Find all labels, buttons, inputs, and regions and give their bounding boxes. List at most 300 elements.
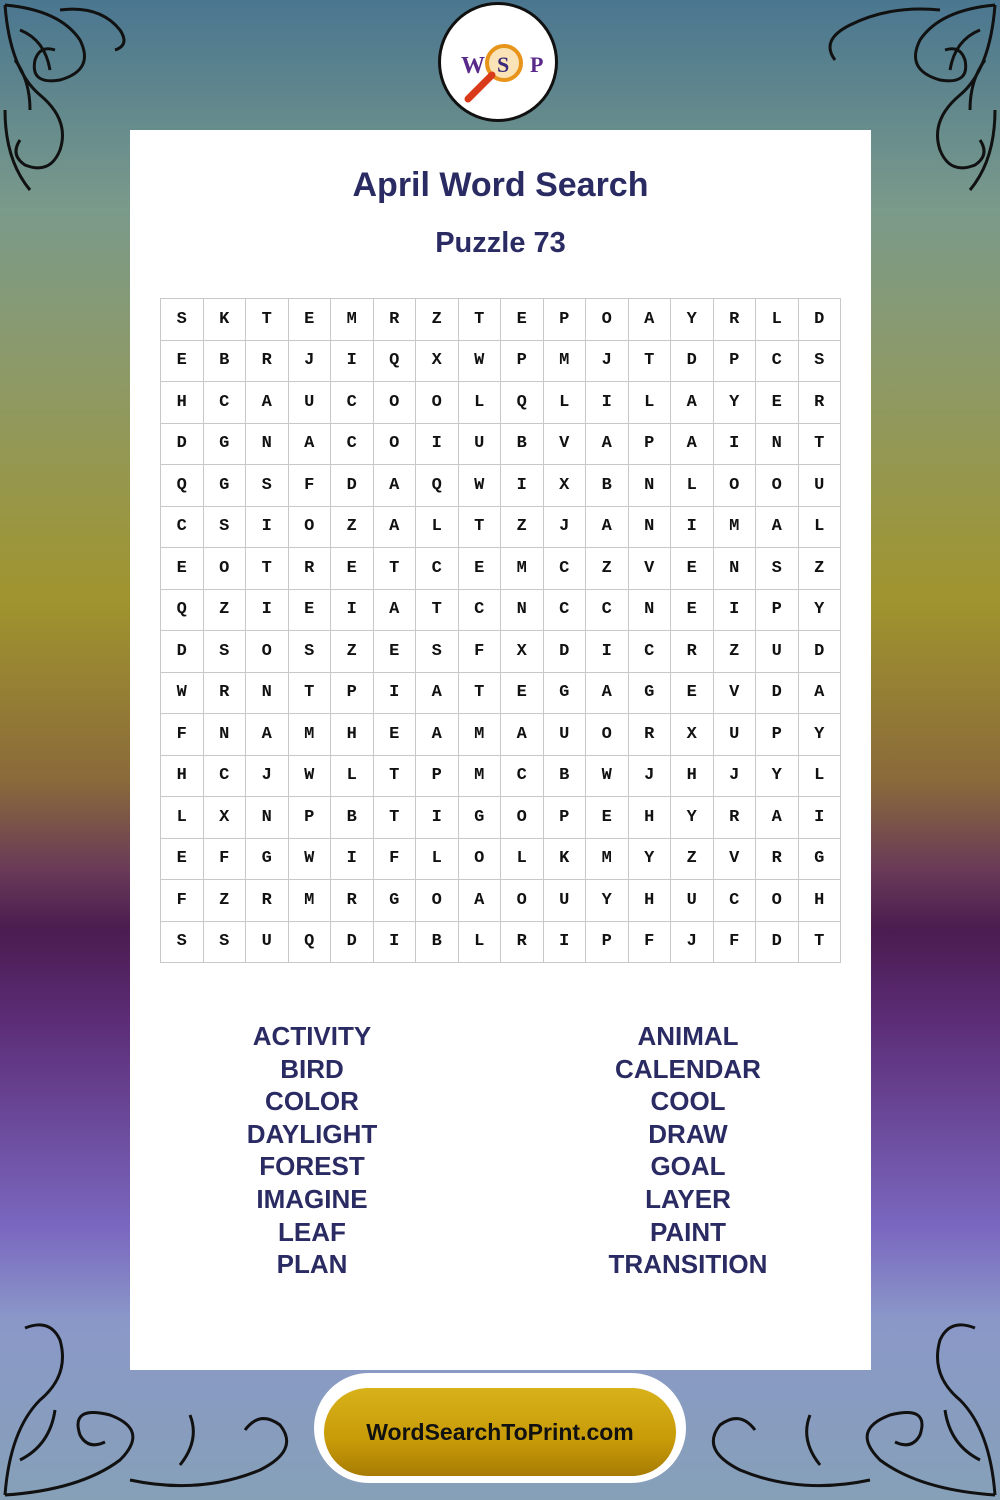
grid-cell[interactable]: Z (203, 880, 246, 922)
grid-cell[interactable]: G (373, 880, 416, 922)
grid-cell[interactable]: I (331, 340, 374, 382)
grid-cell[interactable]: I (373, 672, 416, 714)
grid-cell[interactable]: J (628, 755, 671, 797)
grid-cell[interactable]: I (543, 921, 586, 963)
grid-cell[interactable]: L (671, 465, 714, 507)
grid-cell[interactable]: Y (628, 838, 671, 880)
grid-cell[interactable]: O (586, 714, 629, 756)
corner-ornament-icon (0, 0, 150, 200)
grid-cell[interactable]: A (246, 382, 289, 424)
grid-cell[interactable]: Z (798, 548, 841, 590)
grid-row (161, 423, 841, 465)
word-item: COLOR (265, 1086, 359, 1117)
grid-cell[interactable]: E (671, 548, 714, 590)
grid-cell[interactable]: M (331, 299, 374, 341)
grid-cell[interactable]: A (246, 714, 289, 756)
grid-cell[interactable]: L (458, 921, 501, 963)
grid-cell[interactable]: D (161, 423, 204, 465)
word-item: IMAGINE (256, 1183, 368, 1214)
grid-cell[interactable]: S (203, 921, 246, 963)
puzzle-number: Puzzle 73 (435, 227, 566, 259)
grid-cell[interactable]: P (756, 714, 799, 756)
grid-row (161, 382, 841, 424)
logo-letter-p: P (530, 52, 544, 77)
grid-cell[interactable]: J (671, 921, 714, 963)
word-item: LEAF (278, 1216, 346, 1247)
grid-cell[interactable]: N (713, 548, 756, 590)
grid-cell[interactable]: N (246, 423, 289, 465)
grid-cell[interactable]: Y (671, 299, 714, 341)
grid-cell[interactable]: O (373, 423, 416, 465)
grid-cell[interactable]: E (458, 548, 501, 590)
grid-cell[interactable]: P (713, 340, 756, 382)
grid-cell[interactable]: V (713, 672, 756, 714)
grid-cell[interactable]: O (501, 880, 544, 922)
grid-cell[interactable]: L (798, 755, 841, 797)
grid-cell[interactable]: V (713, 838, 756, 880)
grid-cell[interactable]: M (586, 838, 629, 880)
grid-cell[interactable]: E (756, 382, 799, 424)
grid-cell[interactable]: R (203, 672, 246, 714)
grid-cell[interactable]: A (373, 506, 416, 548)
grid-cell[interactable]: D (543, 631, 586, 673)
grid-cell[interactable]: R (246, 340, 289, 382)
grid-cell[interactable]: Q (161, 589, 204, 631)
grid-cell[interactable]: D (161, 631, 204, 673)
grid-cell[interactable]: D (756, 921, 799, 963)
grid-cell[interactable]: N (246, 672, 289, 714)
grid-cell[interactable]: U (798, 465, 841, 507)
grid-cell[interactable]: I (671, 506, 714, 548)
grid-cell[interactable]: O (501, 797, 544, 839)
grid-cell[interactable]: P (543, 299, 586, 341)
grid-cell[interactable]: R (713, 797, 756, 839)
grid-cell[interactable]: F (373, 838, 416, 880)
grid-cell[interactable]: C (713, 880, 756, 922)
grid-cell[interactable]: U (458, 423, 501, 465)
grid-cell[interactable]: Y (756, 755, 799, 797)
grid-cell[interactable]: E (161, 340, 204, 382)
grid-cell[interactable]: R (246, 880, 289, 922)
grid-cell[interactable]: F (203, 838, 246, 880)
grid-cell[interactable]: I (416, 423, 459, 465)
website-badge (314, 1373, 686, 1483)
grid-cell[interactable]: C (203, 755, 246, 797)
grid-cell[interactable]: Y (798, 589, 841, 631)
grid-row (161, 714, 841, 756)
grid-cell[interactable]: D (331, 465, 374, 507)
grid-cell[interactable]: L (501, 838, 544, 880)
grid-cell[interactable]: E (501, 672, 544, 714)
grid-cell[interactable]: G (246, 838, 289, 880)
logo (438, 2, 558, 122)
grid-cell[interactable]: C (331, 423, 374, 465)
grid-cell[interactable]: A (671, 423, 714, 465)
grid-cell[interactable]: M (288, 714, 331, 756)
grid-cell[interactable]: Q (373, 340, 416, 382)
grid-cell[interactable]: L (543, 382, 586, 424)
grid-cell[interactable]: O (458, 838, 501, 880)
grid-row (161, 880, 841, 922)
grid-cell[interactable]: W (161, 672, 204, 714)
grid-cell[interactable]: I (246, 506, 289, 548)
grid-cell[interactable]: T (458, 299, 501, 341)
grid-cell[interactable]: A (628, 299, 671, 341)
grid-cell[interactable]: S (288, 631, 331, 673)
grid-cell[interactable]: G (203, 423, 246, 465)
word-item: CALENDAR (615, 1053, 761, 1084)
grid-cell[interactable]: S (161, 299, 204, 341)
grid-cell[interactable]: H (628, 880, 671, 922)
grid-cell[interactable]: Y (713, 382, 756, 424)
grid-cell[interactable]: E (586, 797, 629, 839)
grid-cell[interactable]: O (713, 465, 756, 507)
grid-cell[interactable]: S (161, 921, 204, 963)
grid-cell[interactable]: P (628, 423, 671, 465)
word-item: PLAN (276, 1249, 348, 1280)
grid-row (161, 548, 841, 590)
grid-cell[interactable]: E (161, 838, 204, 880)
grid-cell[interactable]: C (628, 631, 671, 673)
grid-cell[interactable]: Z (501, 506, 544, 548)
grid-cell[interactable]: F (713, 921, 756, 963)
grid-cell[interactable]: Z (713, 631, 756, 673)
word-item: BIRD (280, 1053, 344, 1084)
grid-cell[interactable]: E (671, 672, 714, 714)
grid-cell[interactable]: K (543, 838, 586, 880)
grid-cell[interactable]: T (373, 797, 416, 839)
grid-cell[interactable]: O (288, 506, 331, 548)
grid-row (161, 340, 841, 382)
grid-cell[interactable]: O (586, 299, 629, 341)
grid-row (161, 838, 841, 880)
grid-cell[interactable]: X (671, 714, 714, 756)
grid-cell[interactable]: B (331, 797, 374, 839)
grid-cell[interactable]: U (288, 382, 331, 424)
grid-cell[interactable]: C (586, 589, 629, 631)
grid-cell[interactable]: J (713, 755, 756, 797)
grid-cell[interactable]: T (798, 921, 841, 963)
grid-cell[interactable]: B (543, 755, 586, 797)
grid-row (161, 589, 841, 631)
grid-cell[interactable]: E (331, 548, 374, 590)
grid-cell[interactable]: L (756, 299, 799, 341)
grid-cell[interactable]: G (203, 465, 246, 507)
grid-cell[interactable]: W (458, 340, 501, 382)
grid-cell[interactable]: N (628, 506, 671, 548)
grid-cell[interactable]: F (288, 465, 331, 507)
grid-cell[interactable]: L (331, 755, 374, 797)
grid-cell[interactable]: C (543, 548, 586, 590)
grid-row (161, 797, 841, 839)
grid-cell[interactable]: R (288, 548, 331, 590)
grid-cell[interactable]: L (798, 506, 841, 548)
grid-cell[interactable]: R (713, 299, 756, 341)
grid-cell[interactable]: O (246, 631, 289, 673)
grid-cell[interactable]: G (798, 838, 841, 880)
grid-cell[interactable]: T (458, 506, 501, 548)
letter-grid (160, 298, 841, 963)
grid-cell[interactable]: Y (671, 797, 714, 839)
grid-cell[interactable]: A (756, 506, 799, 548)
grid-cell[interactable]: Q (288, 921, 331, 963)
grid-cell[interactable]: J (586, 340, 629, 382)
grid-cell[interactable]: E (373, 714, 416, 756)
grid-cell[interactable]: M (288, 880, 331, 922)
grid-cell[interactable]: I (331, 838, 374, 880)
grid-cell[interactable]: C (416, 548, 459, 590)
grid-cell[interactable]: L (458, 382, 501, 424)
grid-cell[interactable]: E (501, 299, 544, 341)
grid-cell[interactable]: X (416, 340, 459, 382)
grid-row (161, 506, 841, 548)
grid-cell[interactable]: C (756, 340, 799, 382)
grid-cell[interactable]: E (161, 548, 204, 590)
website-link[interactable]: WordSearchToPrint.com (366, 1418, 634, 1445)
grid-cell[interactable]: N (628, 589, 671, 631)
grid-cell[interactable]: I (586, 382, 629, 424)
grid-cell[interactable]: J (543, 506, 586, 548)
grid-cell[interactable]: D (671, 340, 714, 382)
grid-cell[interactable]: R (756, 838, 799, 880)
grid-cell[interactable]: L (416, 506, 459, 548)
grid-cell[interactable]: L (416, 838, 459, 880)
grid-cell[interactable]: C (501, 755, 544, 797)
grid-cell[interactable]: H (798, 880, 841, 922)
grid-cell[interactable]: E (671, 589, 714, 631)
grid-cell[interactable]: C (331, 382, 374, 424)
grid-row (161, 672, 841, 714)
grid-cell[interactable]: M (458, 755, 501, 797)
word-item: COOL (650, 1086, 726, 1117)
grid-cell[interactable]: S (798, 340, 841, 382)
grid-cell[interactable]: U (543, 880, 586, 922)
grid-cell[interactable]: M (501, 548, 544, 590)
word-item: TRANSITION (608, 1249, 768, 1280)
grid-cell[interactable]: W (586, 755, 629, 797)
grid-cell[interactable]: T (246, 299, 289, 341)
grid-cell[interactable]: J (246, 755, 289, 797)
grid-cell[interactable]: Y (586, 880, 629, 922)
grid-cell[interactable]: O (416, 382, 459, 424)
word-item: DRAW (648, 1118, 728, 1149)
grid-cell[interactable]: T (246, 548, 289, 590)
grid-cell[interactable]: P (416, 755, 459, 797)
grid-cell[interactable]: V (628, 548, 671, 590)
grid-cell[interactable]: J (288, 340, 331, 382)
grid-cell[interactable]: U (671, 880, 714, 922)
grid-cell[interactable]: R (501, 921, 544, 963)
grid-cell[interactable]: I (798, 797, 841, 839)
grid-cell[interactable]: Q (416, 465, 459, 507)
grid-cell[interactable]: B (501, 423, 544, 465)
grid-cell[interactable]: G (628, 672, 671, 714)
grid-cell[interactable]: T (373, 755, 416, 797)
grid-cell[interactable]: D (798, 631, 841, 673)
grid-cell[interactable]: X (543, 465, 586, 507)
grid-cell[interactable]: O (373, 382, 416, 424)
grid-cell[interactable]: K (203, 299, 246, 341)
grid-cell[interactable]: X (203, 797, 246, 839)
grid-cell[interactable]: H (331, 714, 374, 756)
grid-cell[interactable]: F (458, 631, 501, 673)
grid-cell[interactable]: N (203, 714, 246, 756)
grid-cell[interactable]: D (798, 299, 841, 341)
grid-cell[interactable]: A (586, 423, 629, 465)
grid-row (161, 465, 841, 507)
grid-cell[interactable]: C (161, 506, 204, 548)
grid-cell[interactable]: P (586, 921, 629, 963)
grid-cell[interactable]: C (458, 589, 501, 631)
grid-cell[interactable]: Q (161, 465, 204, 507)
grid-cell[interactable]: Z (671, 838, 714, 880)
grid-cell[interactable]: R (798, 382, 841, 424)
grid-cell[interactable]: B (203, 340, 246, 382)
grid-cell[interactable]: I (416, 797, 459, 839)
grid-cell[interactable]: Z (331, 506, 374, 548)
grid-cell[interactable]: T (628, 340, 671, 382)
grid-cell[interactable]: S (416, 631, 459, 673)
grid-cell[interactable]: Z (331, 631, 374, 673)
grid-cell[interactable]: W (458, 465, 501, 507)
word-item: LAYER (645, 1183, 731, 1214)
grid-cell[interactable]: H (628, 797, 671, 839)
grid-cell[interactable]: S (203, 631, 246, 673)
grid-cell[interactable]: Q (501, 382, 544, 424)
grid-cell[interactable]: E (288, 299, 331, 341)
word-item: ACTIVITY (252, 1021, 372, 1051)
grid-cell[interactable]: N (756, 423, 799, 465)
grid-cell[interactable]: R (671, 631, 714, 673)
grid-cell[interactable]: R (373, 299, 416, 341)
grid-cell[interactable]: T (416, 589, 459, 631)
grid-cell[interactable]: F (628, 921, 671, 963)
grid-cell[interactable]: G (543, 672, 586, 714)
grid-cell[interactable]: C (543, 589, 586, 631)
grid-cell[interactable]: P (543, 797, 586, 839)
grid-cell[interactable]: D (756, 672, 799, 714)
grid-cell[interactable]: A (416, 672, 459, 714)
grid-cell[interactable]: Z (586, 548, 629, 590)
grid-cell[interactable]: A (373, 589, 416, 631)
grid-cell[interactable]: U (713, 714, 756, 756)
grid-cell[interactable]: S (246, 465, 289, 507)
grid-cell[interactable]: A (501, 714, 544, 756)
logo-letter-s: S (497, 52, 510, 77)
grid-row (161, 755, 841, 797)
grid-cell[interactable]: G (458, 797, 501, 839)
grid-cell[interactable]: A (416, 714, 459, 756)
grid-cell[interactable]: M (543, 340, 586, 382)
grid-cell[interactable]: T (288, 672, 331, 714)
grid-cell[interactable]: A (756, 797, 799, 839)
grid-cell[interactable]: P (288, 797, 331, 839)
grid-cell[interactable]: M (713, 506, 756, 548)
grid-cell[interactable]: U (543, 714, 586, 756)
grid-cell[interactable]: I (586, 631, 629, 673)
grid-cell[interactable]: I (373, 921, 416, 963)
grid-cell[interactable]: M (458, 714, 501, 756)
grid-cell[interactable]: S (203, 506, 246, 548)
grid-cell[interactable]: H (161, 382, 204, 424)
grid-cell[interactable]: N (501, 589, 544, 631)
grid-cell[interactable]: T (373, 548, 416, 590)
grid-cell[interactable]: Z (203, 589, 246, 631)
grid-cell[interactable]: P (756, 589, 799, 631)
grid-cell[interactable]: T (798, 423, 841, 465)
word-list-left (162, 1020, 462, 1281)
word-item: ANIMAL (637, 1021, 739, 1051)
logo-letter-w: W (461, 53, 485, 79)
grid-cell[interactable]: W (288, 755, 331, 797)
grid-cell[interactable]: A (373, 465, 416, 507)
grid-cell[interactable]: A (671, 382, 714, 424)
grid-cell[interactable]: O (756, 880, 799, 922)
word-list-right (538, 1020, 838, 1281)
grid-cell[interactable]: I (713, 423, 756, 465)
grid-cell[interactable]: O (416, 880, 459, 922)
grid-cell[interactable]: Z (416, 299, 459, 341)
grid-cell[interactable]: E (373, 631, 416, 673)
grid-cell[interactable]: C (203, 382, 246, 424)
website-badge-inner (324, 1388, 676, 1476)
grid-cell[interactable]: E (288, 589, 331, 631)
grid-cell[interactable]: U (246, 921, 289, 963)
grid-cell[interactable]: Y (798, 714, 841, 756)
grid-cell[interactable]: R (331, 880, 374, 922)
grid-cell[interactable]: A (288, 423, 331, 465)
grid-cell[interactable]: F (161, 880, 204, 922)
grid-row (161, 921, 841, 963)
grid-cell[interactable]: D (331, 921, 374, 963)
grid-cell[interactable]: B (416, 921, 459, 963)
grid-cell[interactable]: V (543, 423, 586, 465)
grid-cell[interactable]: T (458, 672, 501, 714)
grid-cell[interactable]: A (586, 672, 629, 714)
grid-row (161, 631, 841, 673)
grid-row (161, 299, 841, 341)
grid-cell[interactable]: H (671, 755, 714, 797)
grid-cell[interactable]: L (161, 797, 204, 839)
word-item: FOREST (259, 1151, 365, 1182)
grid-cell[interactable]: X (501, 631, 544, 673)
word-item: GOAL (650, 1151, 726, 1182)
grid-cell[interactable]: N (246, 797, 289, 839)
grid-cell[interactable]: L (628, 382, 671, 424)
grid-cell[interactable]: A (798, 672, 841, 714)
grid-cell[interactable]: A (458, 880, 501, 922)
grid-cell[interactable]: H (161, 755, 204, 797)
grid-cell[interactable]: A (586, 506, 629, 548)
grid-cell[interactable]: R (628, 714, 671, 756)
grid-cell[interactable]: F (161, 714, 204, 756)
grid-cell[interactable]: I (713, 589, 756, 631)
grid-cell[interactable]: U (756, 631, 799, 673)
grid-cell[interactable]: W (288, 838, 331, 880)
grid-cell[interactable]: N (628, 465, 671, 507)
puzzle-sheet (130, 130, 871, 1370)
grid-cell[interactable]: S (756, 548, 799, 590)
grid-cell[interactable]: P (331, 672, 374, 714)
grid-cell[interactable]: I (331, 589, 374, 631)
grid-cell[interactable]: O (203, 548, 246, 590)
grid-cell[interactable]: O (756, 465, 799, 507)
word-item: DAYLIGHT (246, 1118, 378, 1149)
grid-cell[interactable]: I (501, 465, 544, 507)
grid-cell[interactable]: P (501, 340, 544, 382)
grid-cell[interactable]: I (246, 589, 289, 631)
grid-cell[interactable]: B (586, 465, 629, 507)
